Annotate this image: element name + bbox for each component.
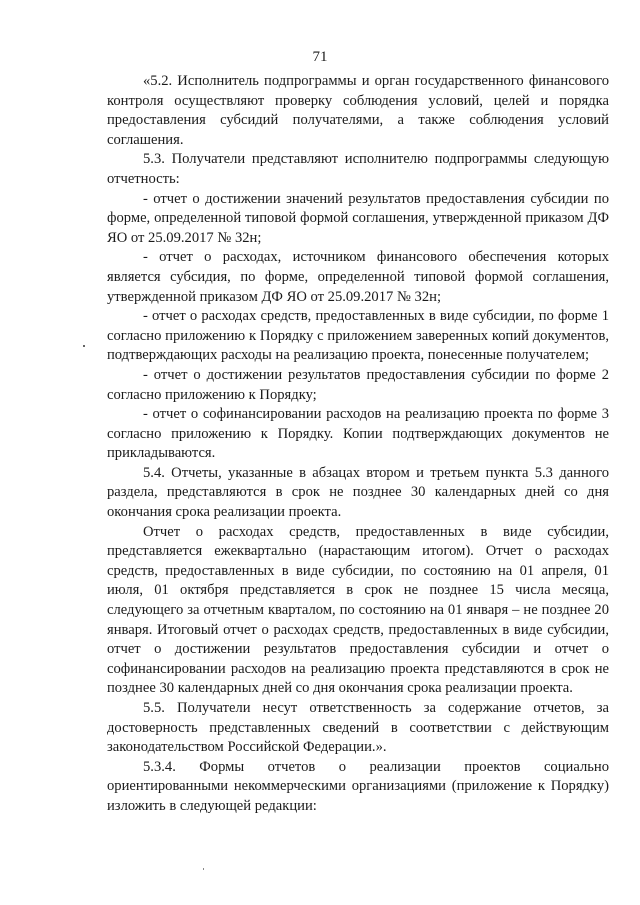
list-item-report-expenses-source: - отчет о расходах, источником финансового обеспечения которых является субсидия, по форме, определенной типовой формой соглашения, утвержденной приказом ДФ ЯО от 25.09.2017 № 32н; xyxy=(107,249,609,305)
page-number: 71 xyxy=(312,49,328,65)
scan-speck xyxy=(83,345,85,347)
paragraph-5-5: 5.5. Получатели несут ответственность за содержание отчетов, за достоверность представленных сведений в соответствии с действующим законодательством Российской Федерации.». xyxy=(107,700,609,756)
document-body xyxy=(107,72,609,817)
list-item-report-form-3: - отчет о софинансировании расходов на реализацию проекта по форме 3 согласно приложению к Порядку. Копии подтверждающих документов не прикладываются. xyxy=(107,406,609,462)
paragraph-5-4: 5.4. Отчеты, указанные в абзацах втором и третьем пункта 5.3 данного раздела, представляются в срок не позднее 30 календарных дней со дня окончания срока реализации проекта. xyxy=(107,464,609,521)
list-item-report-results-values: - отчет о достижении значений результатов предоставления субсидии по форме, определенной типовой формой соглашения, утвержденной приказом ДФ ЯО от 25.09.2017 № 32н; xyxy=(107,190,609,246)
paragraph-5-2: «5.2. Исполнитель подпрограммы и орган государственного финансового контроля осуществляют проверку соблюдения условий, целей и порядка предоставления субсидий получателями, а также соблюдения условий соглашения. xyxy=(107,73,609,148)
list-item-report-form-1: - отчет о расходах средств, предоставленных в виде субсидии, по форме 1 согласно приложению к Порядку с приложением заверенных копий документов, подтверждающих расходы на реализацию проекта, понесенные получателем; xyxy=(107,308,609,364)
paragraph-5-3-4: 5.3.4. Формы отчетов о реализации проектов социально ориентированными некоммерческими организациями (приложение к Порядку) изложить в следующей редакции: xyxy=(107,758,609,814)
paragraph-5-3: 5.3. Получатели представляют исполнителю подпрограммы следующую отчетность: xyxy=(107,151,609,187)
scan-speck xyxy=(203,868,204,870)
list-item-report-form-2: - отчет о достижении результатов предоставления субсидии по форме 2 согласно приложению к Порядку; xyxy=(107,366,609,403)
paragraph-quarterly-report: Отчет о расходах средств, предоставленных в виде субсидии, представляется ежеквартально (нарастающим итогом). Отчет о расходах средств, предоставленных в виде субсидии, по состоянию на 01 апреля, 01 июля, 01 октября представляется в срок не позднее 15 числа месяца, следующего за отчетным кварталом, по состоянию на 01 января – не позднее 20 января. Итоговый отчет о расходах средств, предоставленных в виде субсидии, отчет о достижении результатов предоставления субсидии и отчет о софинансировании расходов на реализацию проекта представляются в срок не позднее 30 календарных дней со дня окончания срока реализации проекта. xyxy=(107,523,609,697)
